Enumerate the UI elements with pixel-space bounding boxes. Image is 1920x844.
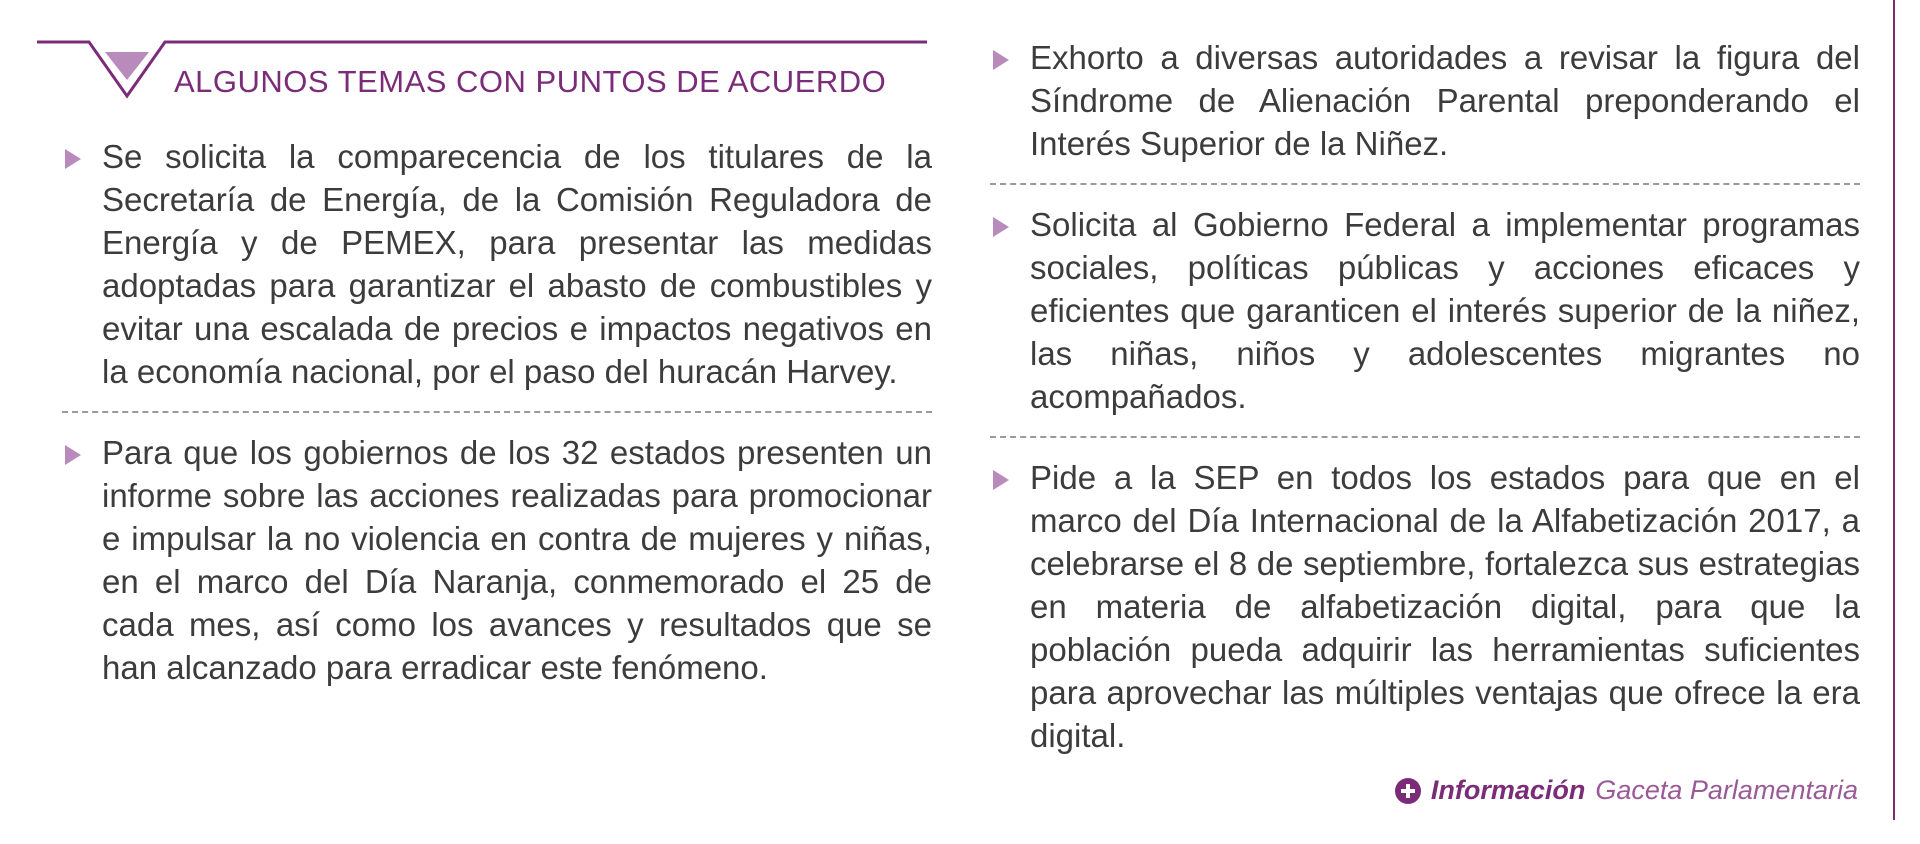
dashed-divider xyxy=(62,411,932,413)
list-item-text: Solicita al Gobierno Federal a implementar programas sociales, políticas públicas y acciones eficaces y eficientes que garanticen el interés superior de la niñez, las niñas, niños y adolescentes migrantes no acompañados. xyxy=(1030,206,1860,415)
left-column xyxy=(62,135,932,689)
source-footer xyxy=(1395,775,1858,806)
section-header xyxy=(37,38,927,108)
list-item-text: Exhorto a diversas autoridades a revisar la figura del Síndrome de Alienación Parental preponderando el Interés Superior de la Niñez. xyxy=(1030,39,1860,162)
triangle-bullet-icon xyxy=(65,149,81,169)
dashed-divider xyxy=(990,183,1860,185)
list-item xyxy=(990,456,1860,757)
list-item xyxy=(62,431,932,689)
plus-circle-icon xyxy=(1395,778,1421,804)
list-item-text: Para que los gobiernos de los 32 estados presenten un informe sobre las acciones realizadas para promocionar e impulsar la no violencia en contra de mujeres y niñas, en el marco del Día Naranja, conmemorado el 25 de cada mes, así como los avances y resultados que se han alcanzado para erradicar este fenómeno. xyxy=(102,434,932,686)
section-title: ALGUNOS TEMAS CON PUNTOS DE ACUERDO xyxy=(174,64,887,99)
footer-label: Información xyxy=(1430,775,1586,805)
triangle-bullet-icon xyxy=(65,445,81,465)
list-item xyxy=(990,203,1860,418)
triangle-bullet-icon xyxy=(993,470,1009,490)
list-item-text: Pide a la SEP en todos los estados para que en el marco del Día Internacional de la Alfabetización 2017, a celebrarse el 8 de septiembre, fortalezca sus estrategias en materia de alfabetización digital, para que la población pueda adquirir las herramientas suficientes para aprovechar las múltiples ventajas que ofrece la era digital. xyxy=(1030,459,1860,754)
triangle-bullet-icon xyxy=(993,217,1009,237)
list-item-text: Se solicita la comparecencia de los titulares de la Secretaría de Energía, de la Comisión Reguladora de Energía y de PEMEX, para presentar las medidas adoptadas para garantizar el abasto de combustibles y evitar una escalada de precios e impactos negativos en la economía nacional, por el paso del huracán Harvey. xyxy=(102,138,932,390)
right-edge-rule xyxy=(1893,0,1895,820)
footer-source: Gaceta Parlamentaria xyxy=(1595,775,1858,805)
right-column xyxy=(990,36,1860,757)
list-item xyxy=(990,36,1860,165)
list-item xyxy=(62,135,932,393)
dashed-divider xyxy=(990,436,1860,438)
triangle-bullet-icon xyxy=(993,50,1009,70)
